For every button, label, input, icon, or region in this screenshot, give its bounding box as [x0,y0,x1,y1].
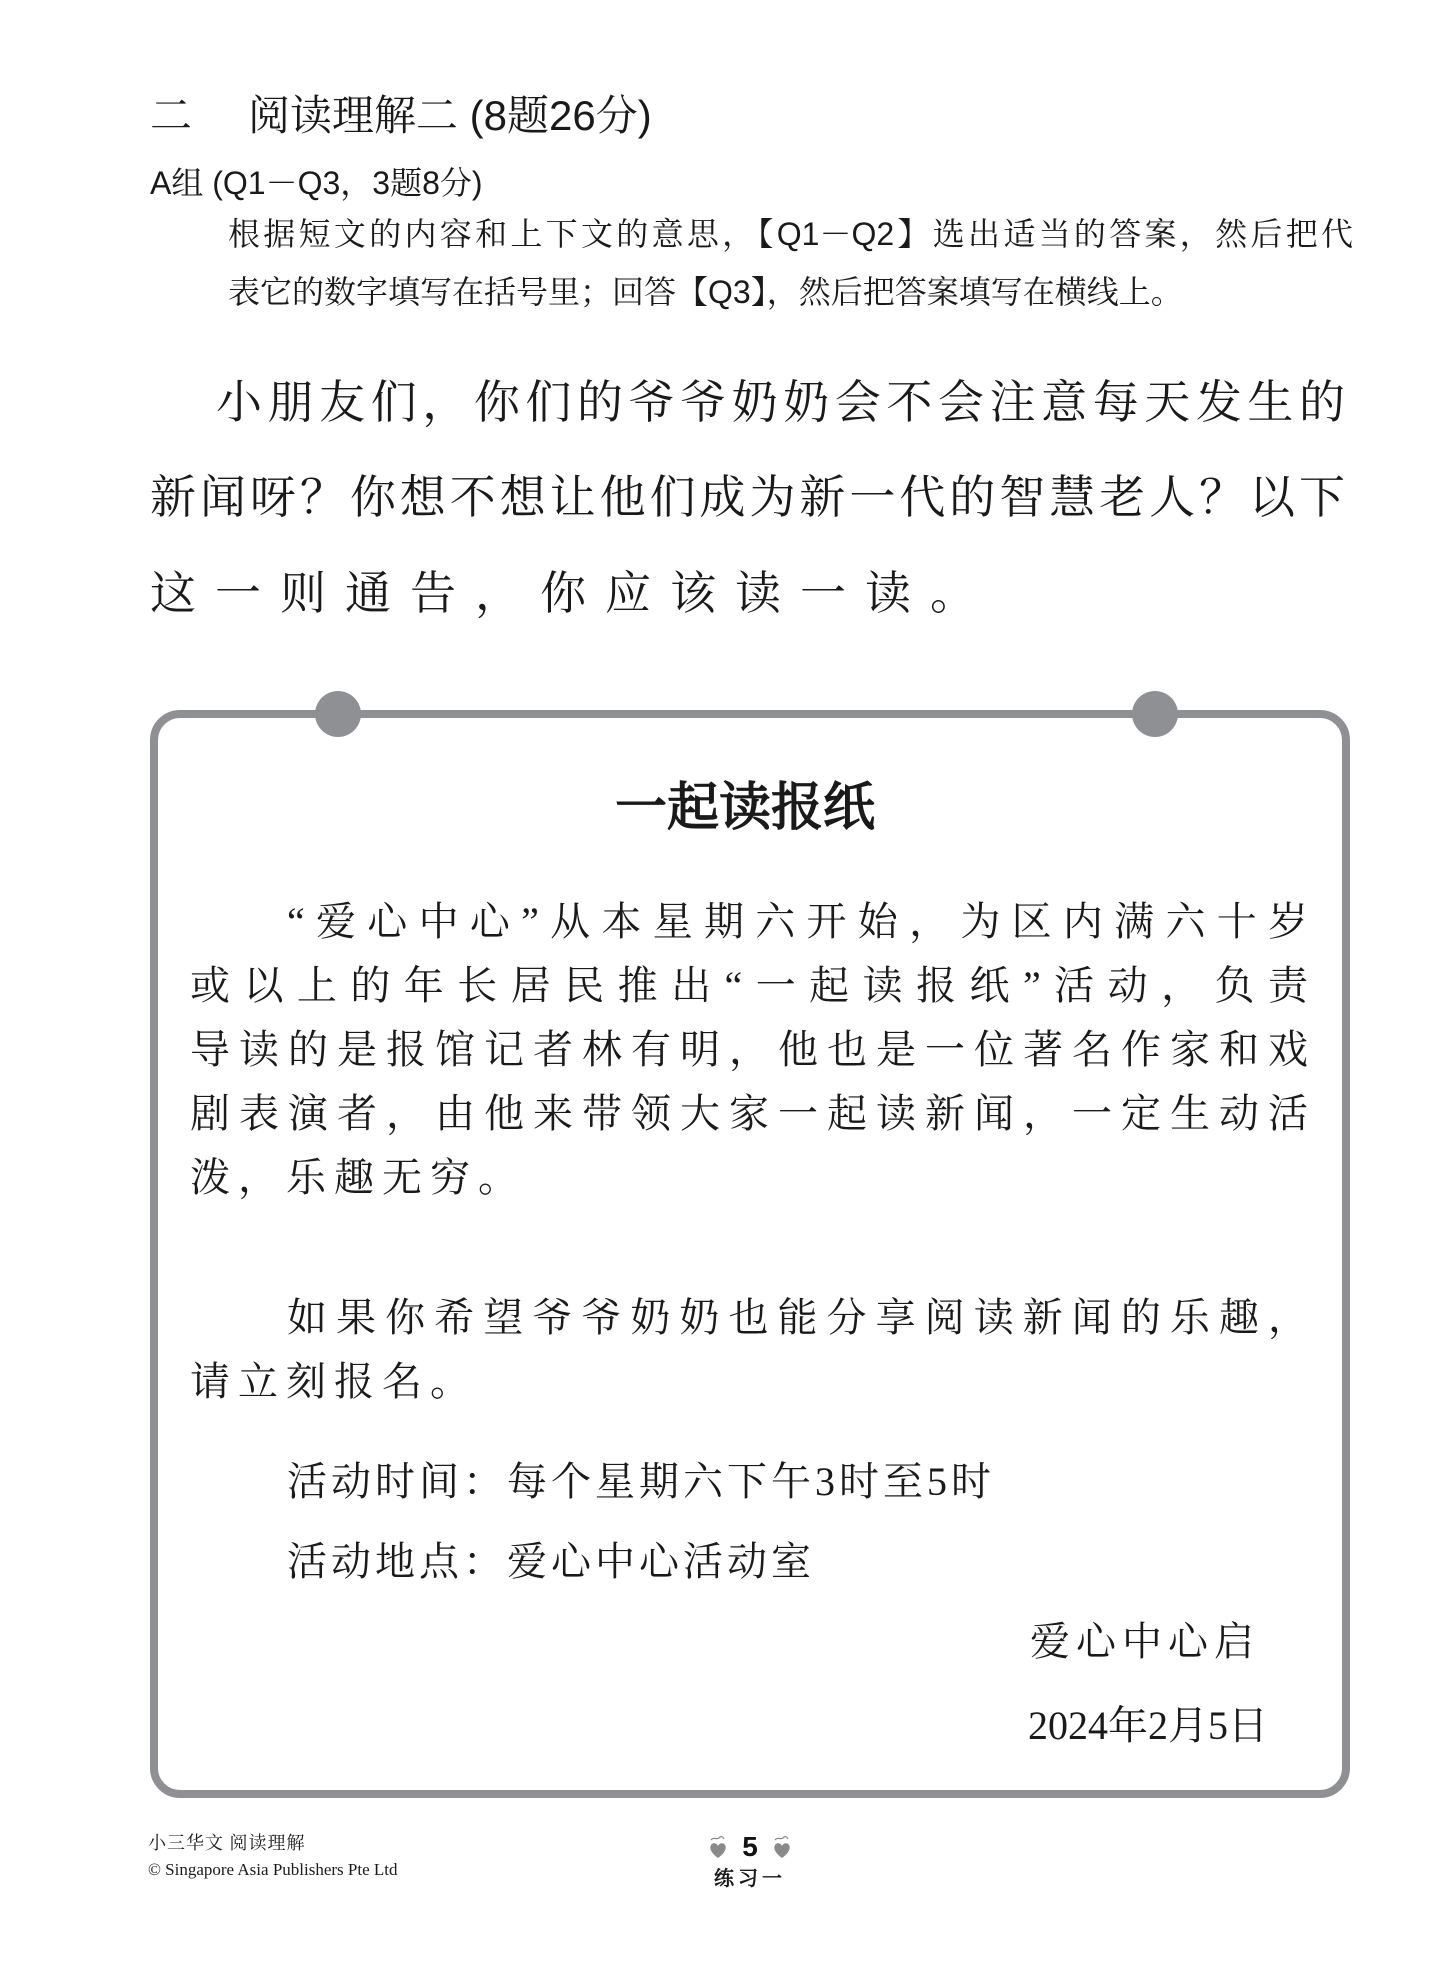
notice-line: 剧表演者，由他来带领大家一起读新闻，一定生动活 [190,1091,1308,1136]
heart-apple-icon [772,1834,792,1860]
footer-copyright: © Singapore Asia Publishers Pte Ltd [148,1860,398,1879]
notice-line: “爱心中心”从本星期六开始，为区内满六十岁 [287,899,1308,944]
notice-title: 一起读报纸 [614,779,875,837]
activity-time: 活动时间：每个星期六下午3时至5时 [287,1459,995,1504]
page-number-block [700,1830,800,1864]
notice-line: 泼，乐趣无穷。 [190,1155,526,1200]
notice-line: 或以上的年长居民推出“一起读报纸”活动，负责 [190,963,1308,1008]
group-label: A组 (Q1－Q3，3题8分) [150,165,483,201]
exercise-label: 练习一 [714,1868,786,1890]
instruction-line: 根据短文的内容和上下文的意思，【Q1－Q2】选出适当的答案，然后把代 [228,216,1353,252]
section-title: 阅读理解二 (8题26分) [248,92,652,139]
footer-book-title: 小三华文 阅读理解 [148,1833,306,1853]
notice-line: 请立刻报名。 [190,1359,478,1404]
pin-icon [1132,691,1178,737]
intro-line: 新闻呀？你想不想让他们成为新一代的智慧老人？以下 [150,472,1345,523]
page-number: 5 [742,1831,758,1862]
instruction-line: 表它的数字填写在括号里；回答【Q3】，然后把答案填写在横线上。 [228,274,1183,310]
intro-line: 小朋友们，你们的爷爷奶奶会不会注意每天发生的 [216,377,1345,428]
intro-line: 这一则通告，你应该读一读。 [150,568,995,619]
pin-icon [315,691,361,737]
notice-signature: 爱心中心启 [1030,1619,1260,1664]
activity-location: 活动地点：爱心中心活动室 [287,1539,815,1584]
section-number: 二 [150,92,193,139]
notice-line: 如果你希望爷爷奶奶也能分享阅读新闻的乐趣， [287,1295,1308,1340]
notice-line: 导读的是报馆记者林有明，他也是一位著名作家和戏 [190,1027,1308,1072]
heart-apple-icon [708,1834,728,1860]
notice-date: 2024年2月5日 [1028,1703,1268,1748]
